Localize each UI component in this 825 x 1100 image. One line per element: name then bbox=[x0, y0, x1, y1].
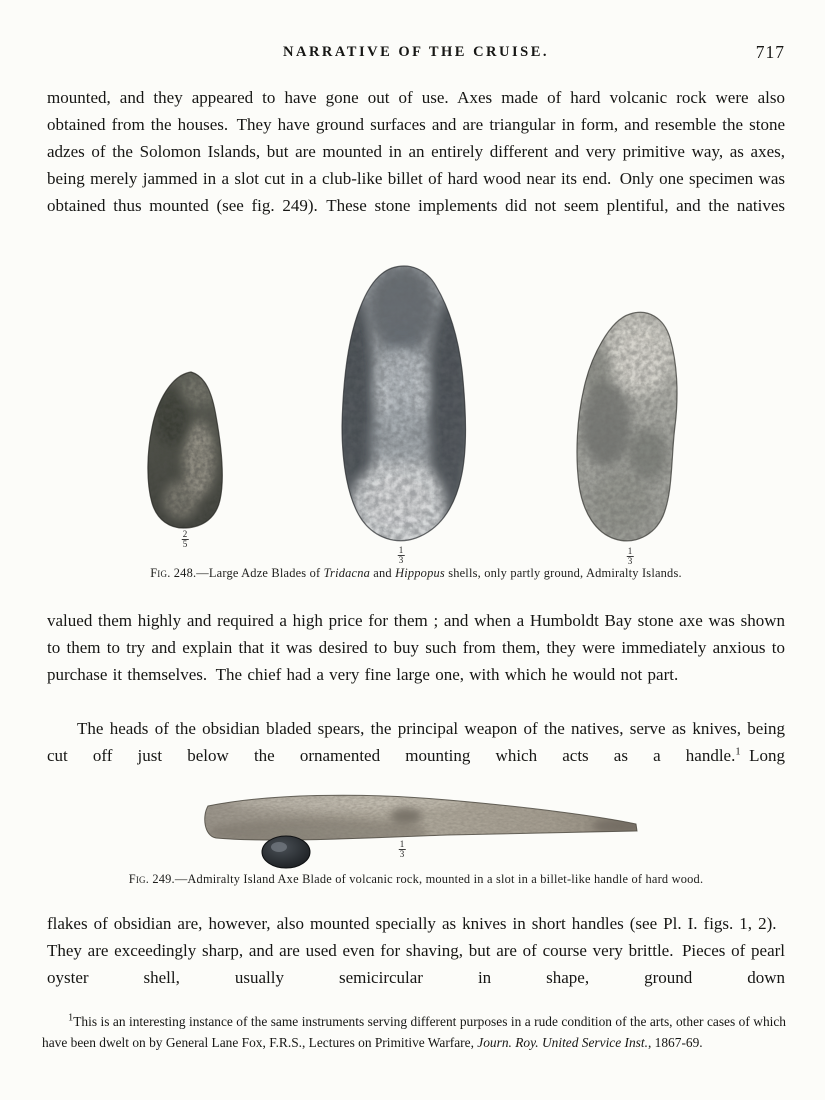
fraction-denominator: 3 bbox=[627, 556, 633, 567]
fraction-denominator: 5 bbox=[182, 539, 188, 550]
figure-248-caption: Fig. 248.—Large Adze Blades of Tridacna and Hippopus shells, only partly ground, Admiralty Islands. bbox=[150, 566, 682, 580]
paragraph-3: The heads of the obsidian bladed spears, the principal weapon of the natives, serve as knives, being cut off just below the ornamented mounting which acts as a handle.$^1$ Long bbox=[47, 719, 785, 765]
footnote: $^1$This is an interesting instance of the same instruments serving different purposes in a rude condition of the arts, other cases of which have been dwelt on by General Lane Fox, F.R.S., Lectures on Primitive Warfare, Journ. Roy. United Service Inst., 1867-69. bbox=[42, 1012, 786, 1050]
footnote-marker: 1 bbox=[68, 1012, 74, 1024]
fraction-numerator: 1 bbox=[627, 546, 633, 556]
scale-fraction-249 bbox=[399, 840, 406, 860]
running-title: NARRATIVE OF THE CRUISE. bbox=[283, 44, 549, 60]
paragraph-1: mounted, and they appeared to have gone out of use. Axes made of hard volcanic rock were also obtained from the houses. They have ground surfaces and are triangular in form, and resemble the stone adzes of the Solomon Islands, but are mounted in an entirely different and very primitive way, as axes, being merely jammed in a slot cut in a club-like billet of hard wood near its end. Only one specimen was obtained thus mounted (see fig. 249). These stone implements did not seem plentiful, and the natives bbox=[47, 88, 785, 215]
adze-blade-right-image bbox=[566, 306, 686, 546]
paragraph-2: valued them highly and required a high price for them ; and when a Humboldt Bay stone axe was shown to them to try and explain that it was desired to buy such from them, they were immediately anxious to purchase it themselves. The chief had a very fine large one, with which he would not part. bbox=[47, 611, 785, 684]
figure-249-label: Fig. 249. bbox=[128, 872, 175, 886]
fraction-numerator: 2 bbox=[182, 529, 188, 539]
scale-fraction-right bbox=[627, 547, 634, 567]
fraction-numerator: 1 bbox=[399, 839, 405, 849]
fraction-numerator: 1 bbox=[398, 545, 404, 555]
stone-axe-blade-image bbox=[262, 836, 310, 868]
fraction-denominator: 3 bbox=[399, 849, 405, 860]
axe-handle-image bbox=[198, 780, 650, 872]
page-number: 717 bbox=[755, 42, 785, 62]
figure-248-label: Fig. 248. bbox=[150, 566, 197, 580]
adze-blade-large-image bbox=[330, 262, 473, 545]
adze-blade-small-image bbox=[137, 368, 234, 530]
paragraph-4: flakes of obsidian are, however, also mounted specially as knives in short handles (see Pl. I. figs. 1, 2). They are exceedingly sharp, and are used even for shaving, but are of course very brittle. Pieces of pearl oyster shell, usually semicircular in shape, ground down bbox=[47, 914, 785, 987]
footnote-reference: 1 bbox=[735, 746, 741, 758]
scale-fraction-left bbox=[182, 530, 189, 550]
figure-249-caption: Fig. 249.—Admiralty Island Axe Blade of volcanic rock, mounted in a slot in a billet-like handle of hard wood. bbox=[128, 872, 704, 886]
fraction-denominator: 3 bbox=[398, 555, 404, 566]
scale-fraction-middle bbox=[398, 546, 405, 566]
